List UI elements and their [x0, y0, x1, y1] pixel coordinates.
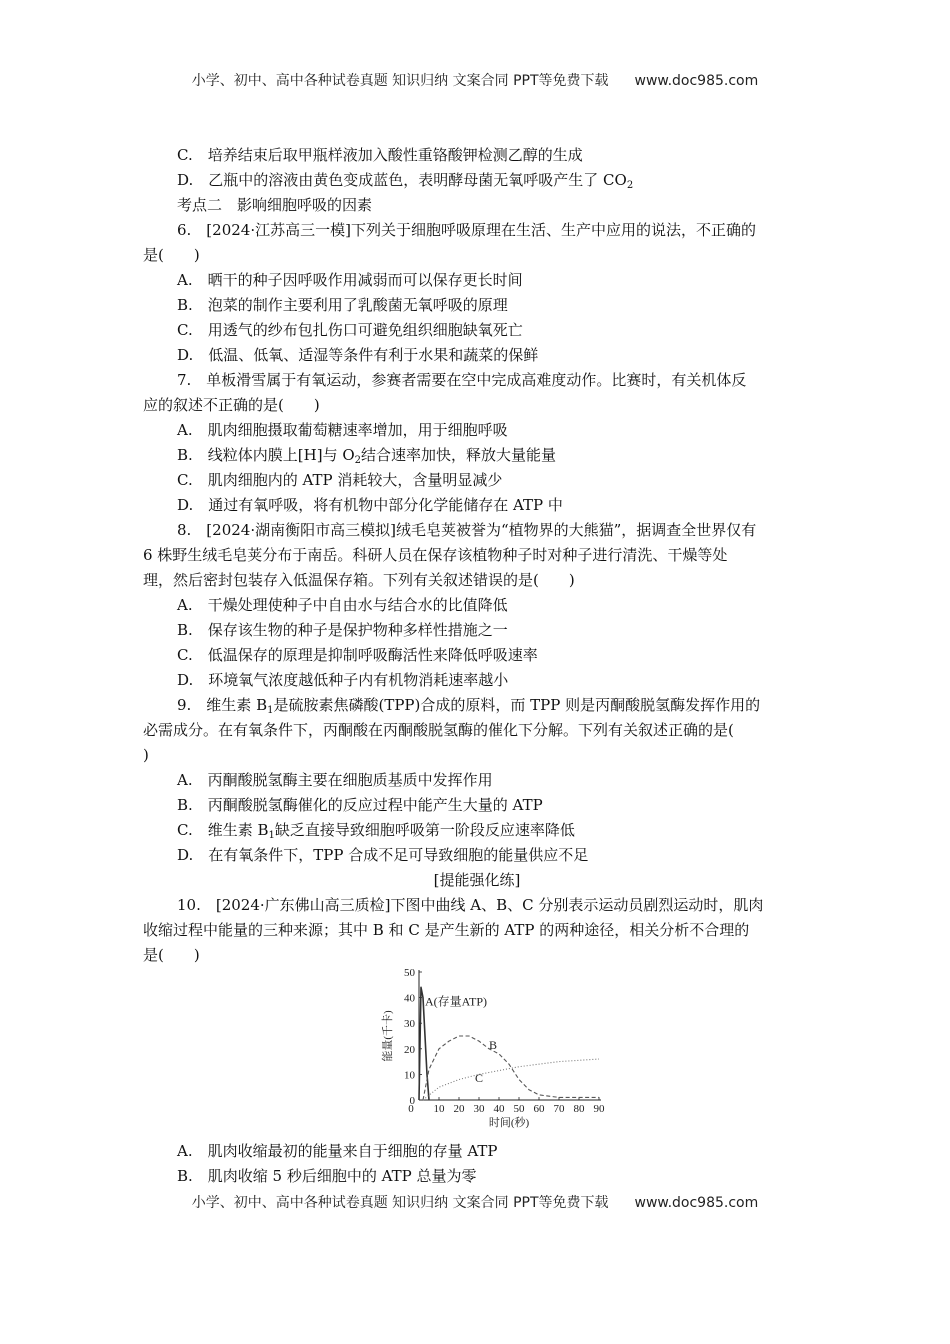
y-tick-label: 20	[404, 1043, 415, 1056]
q5-option-c: C. 培养结束后取甲瓶样液加入酸性重铬酸钾检测乙醇的生成	[177, 146, 583, 164]
footer-site: www.doc985.com	[634, 1195, 759, 1211]
q7-option-a: A. 肌肉细胞摄取葡萄糖速率增加，用于细胞呼吸	[177, 421, 508, 439]
q8-option-a: A. 干燥处理使种子中自由水与结合水的比值降低	[177, 596, 508, 614]
q9-option-b: B. 丙酮酸脱氢酶催化的反应过程中能产生大量的 ATP	[177, 796, 543, 814]
q10-stem-cont2: 是( )	[143, 946, 200, 964]
page-header	[0, 70, 950, 90]
section-title-practice: [提能强化练]	[433, 871, 521, 889]
x-tick-label: 10	[433, 1103, 445, 1115]
y-tick-label: 40	[404, 992, 415, 1005]
q7-stem-cont: 应的叙述不正确的是( )	[143, 396, 320, 414]
q9-stem-cont2: )	[143, 746, 149, 764]
q6-option-d: D. 低温、低氧、适湿等条件有利于水果和蔬菜的保鲜	[177, 346, 539, 364]
series-a-label: A(存量ATP)	[425, 994, 487, 1009]
q8-stem-cont: 6 株野生绒毛皂荚分布于南岳。科研人员在保存该植物种子时对种子进行清洗、干燥等处	[143, 546, 728, 564]
q10-option-b: B. 肌肉收缩 5 秒后细胞中的 ATP 总量为零	[177, 1167, 477, 1185]
x-tick-label: 60	[533, 1103, 545, 1115]
y-tick-label: 0	[409, 1095, 415, 1107]
q9-option-a: A. 丙酮酸脱氢酶主要在细胞质基质中发挥作用	[177, 771, 493, 789]
q6-stem: 6. [2024·江苏高三一模]下列关于细胞呼吸原理在生活、生产中应用的说法，不正确的	[177, 221, 756, 239]
header-text: 小学、初中、高中各种试卷真题 知识归纳 文案合同 PPT等免费下载	[191, 73, 609, 89]
y-tick-label: 30	[404, 1018, 415, 1031]
series-c-line	[423, 1059, 599, 1100]
y-tick-label: 50	[404, 967, 415, 979]
y-axis-label: 能量(千卡)	[382, 1010, 394, 1062]
x-tick-label: 20	[453, 1103, 465, 1115]
q8-option-d: D. 环境氧气浓度越低种子内有机物消耗速率越小	[177, 671, 509, 689]
x-tick-label: 90	[593, 1103, 605, 1115]
section-title: 考点二 影响细胞呼吸的因素	[177, 196, 373, 214]
energy-chart	[378, 962, 610, 1132]
q8-stem-cont2: 理，然后密封包装存入低温保存箱。下列有关叙述错误的是( )	[143, 571, 575, 589]
q7-option-d: D. 通过有氧呼吸，将有机物中部分化学能储存在 ATP 中	[177, 496, 563, 514]
x-tick-label: 30	[473, 1103, 485, 1115]
q9-stem: 9. 维生素 $B_1$是硫胺素焦磷酸(TPP)合成的原料，而 TPP 则是丙酮酸脱氢酶发挥作用的	[177, 696, 761, 716]
q7-stem: 7. 单板滑雪属于有氧运动，参赛者需要在空中完成高难度动作。比赛时，有关机体反	[177, 371, 747, 389]
series-c-label: C	[475, 1071, 484, 1086]
q7-option-b: B. 线粒体内膜上[H]与 $O_2$结合速率加快，释放大量能量	[177, 446, 557, 466]
q9-option-c: C. 维生素 $B_1$缺乏直接导致细胞呼吸第一阶段反应速率降低	[177, 821, 575, 841]
q8-option-c: C. 低温保存的原理是抑制呼吸酶活性来降低呼吸速率	[177, 646, 538, 664]
x-tick-label: 80	[573, 1103, 585, 1115]
q9-stem-cont: 必需成分。在有氧条件下，丙酮酸在丙酮酸脱氢酶的催化下分解。下列有关叙述正确的是(	[143, 721, 734, 739]
series-b-line	[423, 1036, 599, 1100]
q7-option-c: C. 肌肉细胞内的 ATP 消耗较大，含量明显减少	[177, 471, 503, 489]
x-tick-label: 50	[513, 1103, 525, 1115]
q10-stem: 10. [2024·广东佛山高三质检]下图中曲线 A、B、C 分别表示运动员剧烈运动时，肌肉	[177, 896, 764, 914]
y-tick-label: 10	[404, 1069, 415, 1082]
q9-option-d: D. 在有氧条件下，TPP 合成不足可导致细胞的能量供应不足	[177, 846, 589, 864]
q8-stem: 8. [2024·湖南衡阳市高三模拟]绒毛皂荚被誉为“植物界的大熊猫”，据调查全世界仅有	[177, 521, 757, 539]
header-site: www.doc985.com	[634, 73, 759, 89]
x-tick-label: 70	[553, 1103, 565, 1115]
page-footer	[0, 1192, 950, 1212]
x-tick-label: 0	[408, 1103, 414, 1115]
q5-option-d: D. 乙瓶中的溶液由黄色变成蓝色，表明酵母菌无氧呼吸产生了 $CO_2$	[177, 171, 634, 191]
q8-option-b: B. 保存该生物的种子是保护物种多样性措施之一	[177, 621, 508, 639]
q10-option-a: A. 肌肉收缩最初的能量来自于细胞的存量 ATP	[177, 1142, 498, 1160]
series-b-label: B	[489, 1037, 498, 1052]
x-axis-label: 时间(秒)	[488, 1117, 530, 1129]
q10-stem-cont: 收缩过程中能量的三种来源；其中 B 和 C 是产生新的 ATP 的两种途径，相关分析不合理的	[143, 921, 750, 939]
q6-option-a: A. 晒干的种子因呼吸作用减弱而可以保存更长时间	[177, 271, 523, 289]
q6-option-b: B. 泡菜的制作主要利用了乳酸菌无氧呼吸的原理	[177, 296, 508, 314]
x-tick-label: 40	[493, 1103, 505, 1115]
footer-text: 小学、初中、高中各种试卷真题 知识归纳 文案合同 PPT等免费下载	[191, 1195, 609, 1211]
q6-stem-cont: 是( )	[143, 246, 200, 264]
q6-option-c: C. 用透气的纱布包扎伤口可避免组织细胞缺氧死亡	[177, 321, 523, 339]
